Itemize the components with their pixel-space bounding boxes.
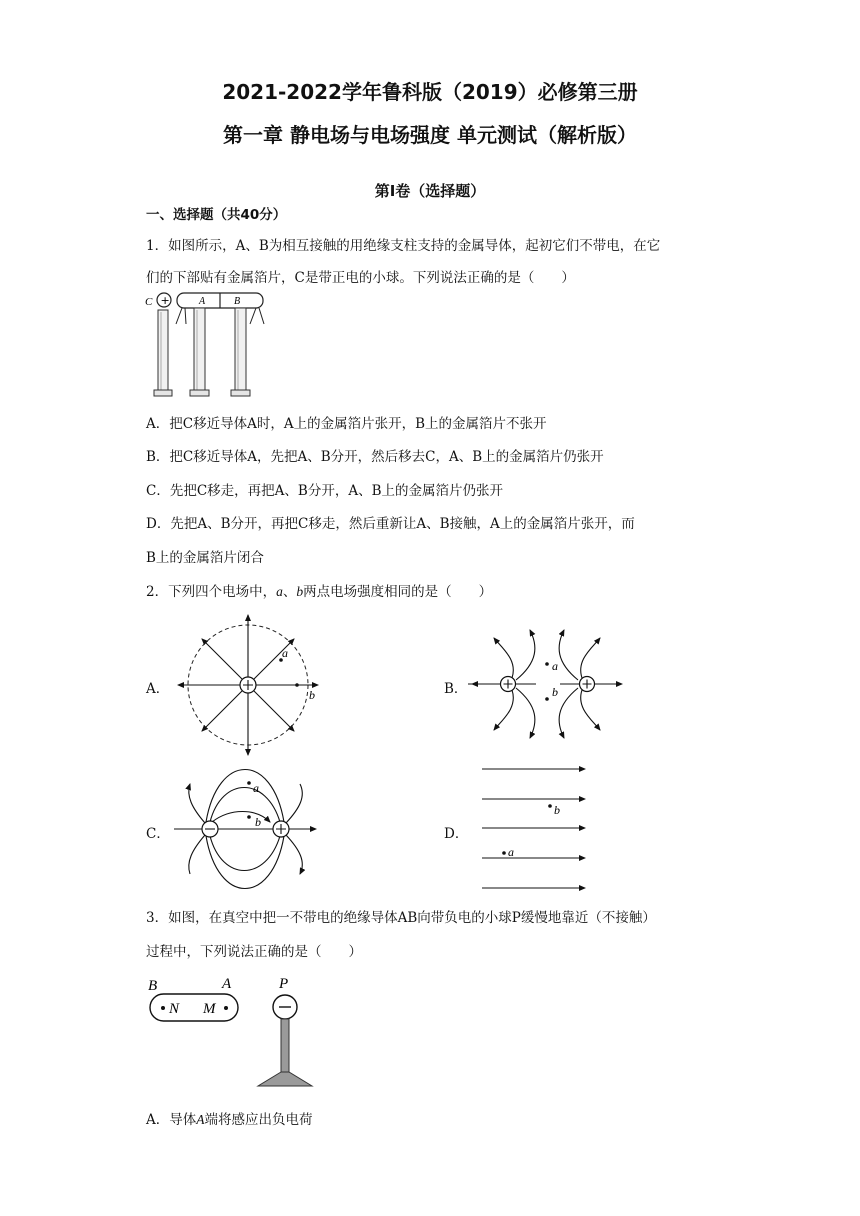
q3-stem-line2: 过程中，下列说法正确的是（ ）	[146, 944, 362, 960]
q1-option-d: D．先把A、B分开，再把C移走，然后重新让A、B接触，A上的金属箔片张开，而	[146, 516, 635, 532]
q2-stem: 2．下列四个电场中，a、b两点电场强度相同的是（ ）	[146, 584, 493, 600]
svg-text:a: a	[552, 659, 558, 673]
svg-text:b: b	[255, 815, 261, 829]
label-b: B	[234, 296, 241, 307]
q2-option-d-label: D．	[444, 826, 469, 842]
field-b-two-positive-charges	[468, 630, 622, 738]
label-p: P	[279, 976, 289, 992]
q1-stem-line2: 们的下部贴有金属箔片，C是带正电的小球。下列说法正确的是（ ）	[146, 270, 575, 286]
q3-option-a: A．导体A端将感应出负电荷	[146, 1112, 313, 1128]
q1-option-a: A．把C移近导体A时，A上的金属箔片张开，B上的金属箔片不张开	[146, 416, 547, 432]
svg-text:a: a	[253, 781, 259, 795]
section-heading: 一、选择题（共40分）	[146, 207, 287, 223]
label-b: B	[148, 978, 158, 994]
q1-stem-line1: 1．如图所示，A、B为相互接触的用绝缘支柱支持的金属导体，起初它们不带电，在它	[146, 238, 661, 254]
svg-text:b: b	[554, 803, 560, 817]
label-a: A	[199, 296, 206, 307]
plus-sign: +	[160, 294, 170, 307]
point-b-label: b	[309, 688, 315, 702]
label-n: N	[169, 1001, 180, 1017]
label-c: C	[145, 296, 153, 308]
q3-conductor-figure	[140, 970, 330, 1092]
point-a-label: a	[282, 646, 288, 660]
q1-option-c: C．先把C移走，再把A、B分开，A、B上的金属箔片仍张开	[146, 483, 503, 499]
label-a: A	[222, 976, 232, 992]
field-c-dipole	[174, 770, 316, 889]
volume-heading: 第Ⅰ卷（选择题）	[374, 182, 486, 200]
document-title: 2021-2022学年鲁科版（2019）必修第三册	[222, 80, 638, 104]
label-m: M	[203, 1001, 216, 1017]
q3-stem-line1: 3．如图，在真空中把一不带电的绝缘导体AB向带负电的小球P缓慢地靠近（不接触）	[146, 910, 656, 926]
q1-option-d-continued: B上的金属箔片闭合	[146, 550, 264, 566]
q1-option-b: B．把C移近导体A，先把A、B分开，然后移去C，A、B上的金属箔片仍张开	[146, 449, 604, 465]
q2-option-a-label: A．	[146, 681, 170, 697]
svg-text:a: a	[508, 845, 514, 859]
field-d-uniform	[482, 769, 585, 888]
q2-option-b-label: B．	[444, 681, 468, 697]
q2-option-c-label: C．	[146, 826, 170, 842]
svg-text:b: b	[552, 685, 558, 699]
field-a-point-charge	[178, 615, 318, 755]
document-subtitle: 第一章 静电场与电场强度 单元测试（解析版）	[223, 123, 637, 147]
